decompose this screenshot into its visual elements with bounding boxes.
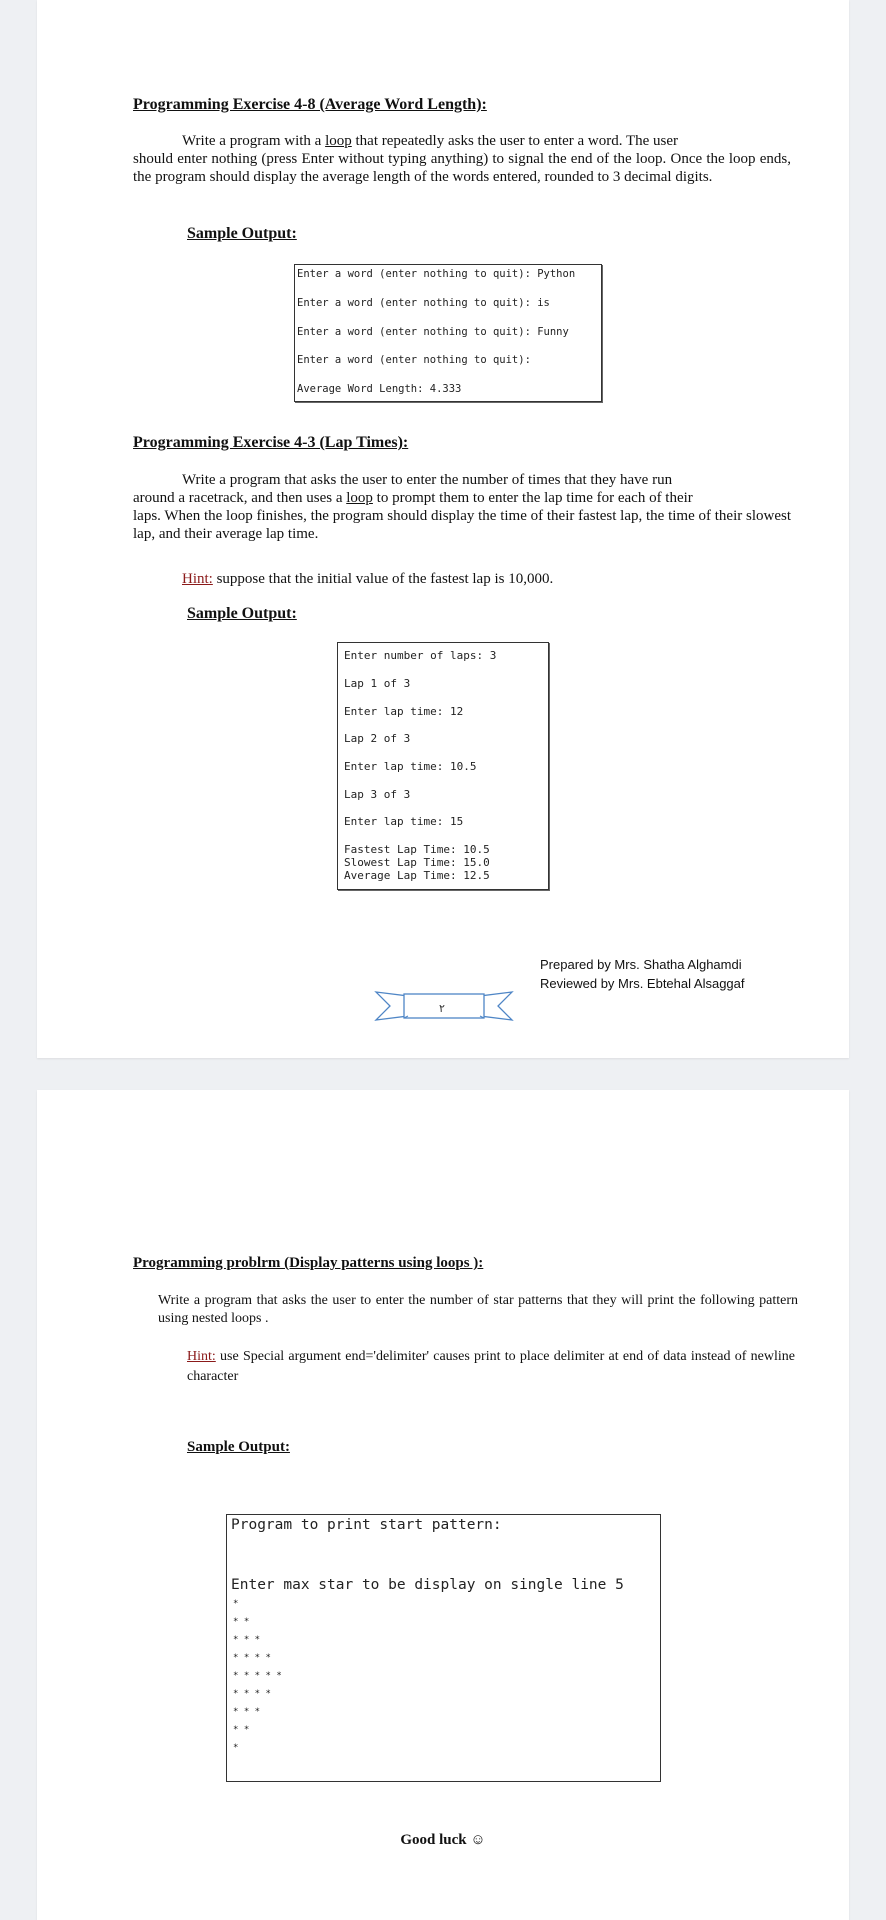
pattern-row: * * [233, 1617, 250, 1627]
hint-text: use Special argument end='delimiter' causes print to place delimiter at end of data instead of newline character [187, 1349, 795, 1384]
pattern-row: * * * [233, 1707, 261, 1717]
hint-label: Hint: [187, 1349, 216, 1364]
pattern-row: * * * [233, 1635, 261, 1645]
output-line: Lap 3 of 3 [344, 788, 411, 801]
exercise-4-3-text-before: around a racetrack, and then uses a [133, 490, 347, 506]
exercise-4-8-description [133, 132, 791, 186]
output-line: Enter a word (enter nothing to quit): [297, 354, 531, 366]
patterns-problem-title: Programming problrm (Display patterns using loops ): [133, 1255, 484, 1271]
output-prompt: Enter max star to be display on single line 5 [231, 1577, 624, 1593]
loop-term: loop [346, 490, 373, 506]
pattern-row: * * * * * [233, 1671, 282, 1681]
pattern-row: * * [233, 1725, 250, 1735]
output-line: Enter lap time: 12 [344, 705, 464, 718]
patterns-sample-label: Sample Output: [187, 1439, 290, 1455]
output-line: Enter a word (enter nothing to quit): is [297, 297, 550, 309]
output-line: Lap 1 of 3 [344, 677, 411, 690]
exercise-4-3-text-line1: Write a program that asks the user to enter the number of times that they have run [182, 472, 673, 488]
exercise-4-3-description [133, 471, 791, 543]
exercise-4-3-hint [182, 570, 782, 588]
exercise-4-8-text-start: Write a program with a [182, 133, 326, 149]
output-line: Enter number of laps: 3 [344, 649, 497, 662]
hint-text: suppose that the initial value of the fastest lap is 10,000. [212, 571, 554, 587]
document-page-1 [37, 0, 849, 1058]
page-number: ٢ [439, 1002, 445, 1015]
output-line: Enter a word (enter nothing to quit): Funny [297, 326, 569, 338]
exercise-4-3-title: Programming Exercise 4-3 (Lap Times): [133, 434, 409, 451]
output-line: Fastest Lap Time: 10.5 [344, 843, 490, 856]
document-page-2 [37, 1090, 849, 1920]
output-line: Slowest Lap Time: 15.0 [344, 856, 490, 869]
reviewed-by: Reviewed by Mrs. Ebtehal Alsaggaf [540, 976, 745, 991]
output-line: Average Lap Time: 12.5 [344, 869, 490, 882]
loop-term: loop [325, 133, 352, 149]
patterns-hint [187, 1347, 795, 1387]
output-line: Average Word Length: 4.333 [297, 383, 462, 395]
pattern-row: * * * * [233, 1689, 271, 1699]
output-line: Enter a word (enter nothing to quit): Python [297, 268, 576, 280]
credits [540, 955, 745, 993]
patterns-problem-description: Write a program that asks the user to enter the number of star patterns that they will print the following pattern using nested loops . [158, 1293, 798, 1326]
exercise-4-8-sample-output [294, 264, 602, 402]
prepared-by: Prepared by Mrs. Shatha Alghamdi [540, 957, 742, 972]
output-line: Enter lap time: 10.5 [344, 760, 477, 773]
output-line: Enter lap time: 15 [344, 815, 464, 828]
exercise-4-3-text-rest: laps. When the loop finishes, the program should display the time of their fastest lap, the time of their slowest lap, and their average lap time. [133, 508, 791, 542]
patterns-sample-output [226, 1514, 661, 1782]
pattern-row: * * * * [233, 1653, 271, 1663]
output-header: Program to print start pattern: [231, 1517, 502, 1533]
exercise-4-3-sample-output [337, 642, 549, 890]
output-line: Lap 2 of 3 [344, 732, 411, 745]
exercise-4-3-sample-label: Sample Output: [187, 605, 297, 622]
pattern-row: * [233, 1743, 239, 1753]
closing-message: Good luck ☺ [400, 1832, 486, 1848]
exercise-4-8-sample-label: Sample Output: [187, 225, 297, 242]
exercise-4-8-title: Programming Exercise 4-8 (Average Word Length): [133, 96, 487, 113]
hint-label: Hint: [182, 571, 213, 587]
exercise-4-3-text-after: to prompt them to enter the lap time for each of their [372, 490, 693, 506]
exercise-4-8-text-rest: should enter nothing (press Enter without typing anything) to signal the end of the loop. Once the loop ends, the program should display the average length of the words entered, rounded to 3 decimal digits. [133, 151, 791, 185]
pattern-row: * [233, 1599, 239, 1609]
exercise-4-8-text-mid: that repeatedly asks the user to enter a word. The user [351, 133, 679, 149]
